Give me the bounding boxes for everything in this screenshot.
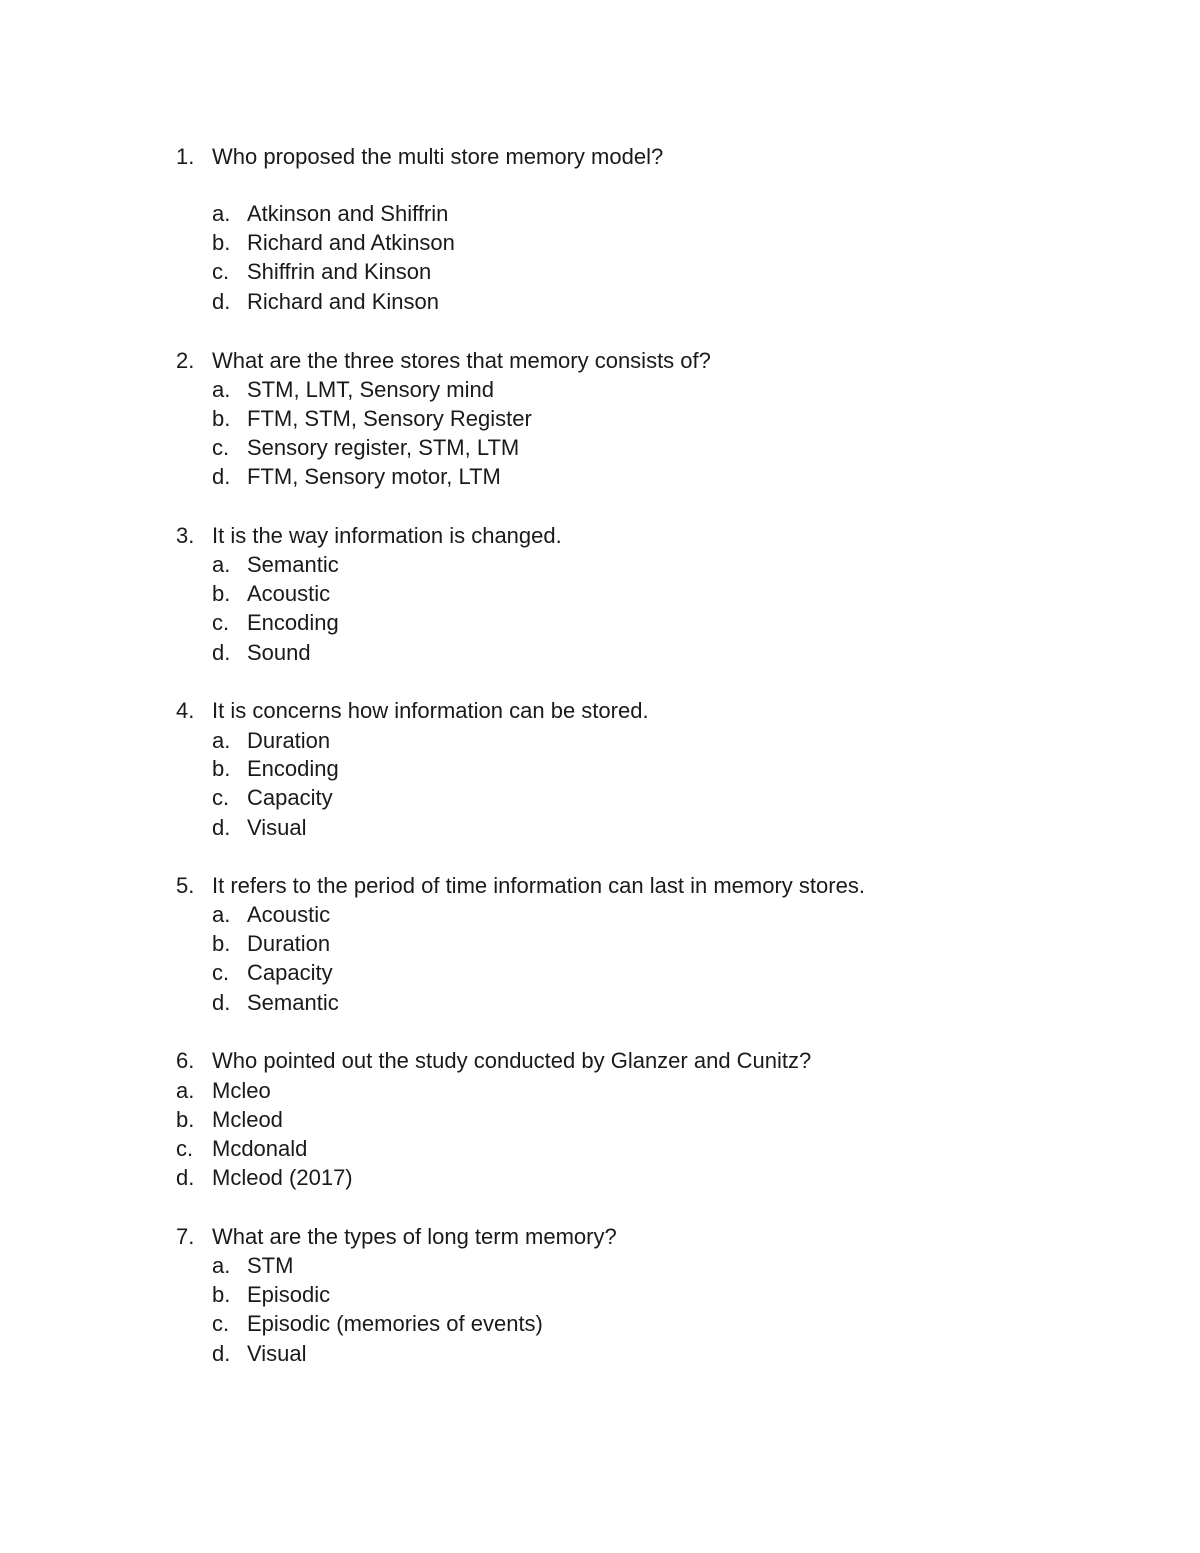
option-text: Encoding <box>247 610 339 635</box>
option-letter: d. <box>212 815 231 840</box>
option-letter: c. <box>176 1136 194 1161</box>
option-text: Sensory register, STM, LTM <box>247 435 520 460</box>
option-text: FTM, STM, Sensory Register <box>247 406 532 431</box>
option-text: Sound <box>247 640 311 665</box>
option-letter: a. <box>212 728 231 753</box>
option-text: Semantic <box>247 552 339 577</box>
option-text: Visual <box>247 1341 307 1366</box>
question-number: 7. <box>176 1224 195 1249</box>
option-letter: c. <box>212 960 230 985</box>
option-text: Acoustic <box>247 902 331 927</box>
option-text: Duration <box>247 728 331 753</box>
option-letter: a. <box>212 201 231 226</box>
question-number: 3. <box>176 523 195 548</box>
option-letter: c. <box>212 259 230 284</box>
option-letter: b. <box>212 756 231 781</box>
option-text: Mcleod (2017) <box>212 1165 353 1190</box>
option-text: FTM, Sensory motor, LTM <box>247 464 501 489</box>
option-letter: b. <box>212 581 231 606</box>
option-letter: c. <box>212 785 230 810</box>
option-letter: b. <box>212 931 231 956</box>
option-letter: c. <box>212 435 230 460</box>
question-text: What are the three stores that memory consists of? <box>212 348 711 373</box>
option-text: Episodic <box>247 1282 331 1307</box>
option-text: Richard and Atkinson <box>247 230 455 255</box>
option-text: STM <box>247 1253 294 1278</box>
question-text: What are the types of long term memory? <box>212 1224 617 1249</box>
option-letter: d. <box>212 640 231 665</box>
option-text: Duration <box>247 931 331 956</box>
question-number: 6. <box>176 1048 195 1073</box>
option-letter: b. <box>176 1107 195 1132</box>
option-text: Mcdonald <box>212 1136 308 1161</box>
option-text: Richard and Kinson <box>247 289 440 314</box>
option-letter: a. <box>176 1078 195 1103</box>
option-letter: a. <box>212 552 231 577</box>
option-letter: b. <box>212 406 231 431</box>
option-text: Atkinson and Shiffrin <box>247 201 449 226</box>
option-letter: d. <box>176 1165 195 1190</box>
question-number: 1. <box>176 144 195 169</box>
option-text: Semantic <box>247 990 339 1015</box>
option-letter: d. <box>212 289 231 314</box>
option-letter: c. <box>212 1311 230 1336</box>
option-text: Episodic (memories of events) <box>247 1311 543 1336</box>
option-text: Capacity <box>247 785 333 810</box>
option-text: Mcleod <box>212 1107 283 1132</box>
option-text: Shiffrin and Kinson <box>247 259 432 284</box>
option-text: STM, LMT, Sensory mind <box>247 377 494 402</box>
question-number: 5. <box>176 873 195 898</box>
option-letter: b. <box>212 1282 231 1307</box>
option-text: Visual <box>247 815 307 840</box>
option-text: Acoustic <box>247 581 331 606</box>
option-letter: d. <box>212 464 231 489</box>
option-text: Mcleo <box>212 1078 271 1103</box>
option-letter: c. <box>212 610 230 635</box>
question-number: 2. <box>176 348 195 373</box>
option-letter: d. <box>212 1341 231 1366</box>
question-text: Who pointed out the study conducted by Glanzer and Cunitz? <box>212 1048 812 1073</box>
question-text: It is concerns how information can be stored. <box>212 698 649 723</box>
option-letter: a. <box>212 377 231 402</box>
option-letter: b. <box>212 230 231 255</box>
option-letter: a. <box>212 1253 231 1278</box>
option-text: Encoding <box>247 756 339 781</box>
option-text: Capacity <box>247 960 333 985</box>
option-letter: d. <box>212 990 231 1015</box>
question-number: 4. <box>176 698 195 723</box>
question-text: It is the way information is changed. <box>212 523 562 548</box>
question-text: Who proposed the multi store memory model? <box>212 144 664 169</box>
option-letter: a. <box>212 902 231 927</box>
question-text: It refers to the period of time information can last in memory stores. <box>212 873 865 898</box>
